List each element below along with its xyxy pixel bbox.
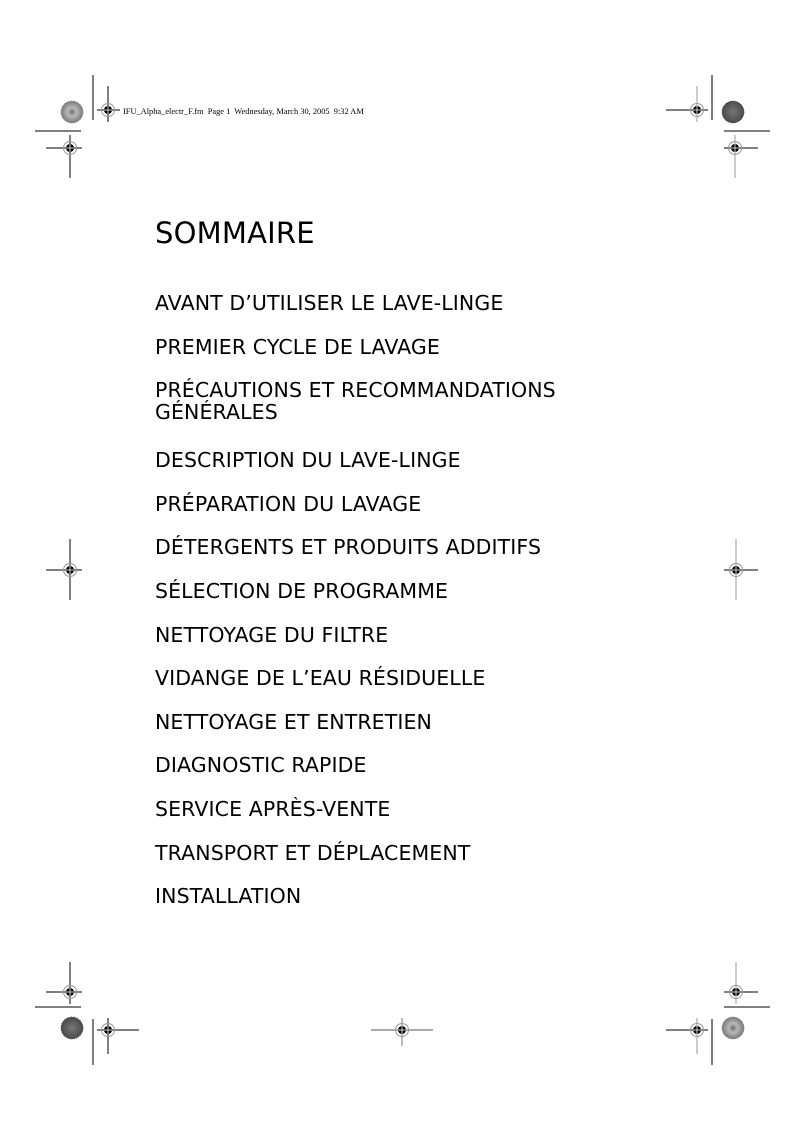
toc-item-preparation: PRÉPARATION DU LAVAGE: [155, 491, 422, 516]
registration-mark-icon: [46, 135, 82, 178]
registration-mark-icon: [371, 1018, 433, 1046]
registration-mark-icon: [666, 1018, 708, 1054]
toc-item-service-apres-vente: SERVICE APRÈS-VENTE: [155, 796, 391, 821]
starburst-top-right-icon: [722, 101, 744, 123]
registration-mark-icon: [724, 135, 758, 178]
registration-mark-icon: [97, 86, 120, 122]
registration-mark-icon: [666, 86, 708, 122]
toc-item-detergents: DÉTERGENTS ET PRODUITS ADDITIFS: [155, 535, 542, 560]
toc-item-diagnostic: DIAGNOSTIC RAPIDE: [155, 753, 367, 778]
starburst-bottom-right-icon: [722, 1017, 744, 1039]
registration-mark-icon: [97, 1018, 139, 1054]
registration-mark-icon: [724, 962, 758, 1004]
toc-item-nettoyage-filtre: NETTOYAGE DU FILTRE: [155, 622, 389, 647]
toc-item-premier-cycle: PREMIER CYCLE DE LAVAGE: [155, 334, 440, 359]
registration-mark-icon: [46, 962, 82, 1004]
toc-item-description: DESCRIPTION DU LAVE-LINGE: [155, 448, 461, 473]
toc-item-installation: INSTALLATION: [155, 884, 302, 909]
page-title: SOMMAIRE: [155, 216, 315, 250]
print-slug-line: IFU_Alpha_electr_F.fm Page 1 Wednesday, March 30, 2005 9:32 AM: [123, 107, 364, 116]
toc-item-avant-utiliser: AVANT D’UTILISER LE LAVE-LINGE: [155, 291, 504, 315]
table-of-contents: [155, 288, 625, 925]
toc-item-transport: TRANSPORT ET DÉPLACEMENT: [155, 840, 471, 865]
starburst-top-left-icon: [61, 101, 83, 123]
registration-mark-icon: [46, 539, 82, 600]
registration-mark-icon: [724, 539, 758, 600]
starburst-bottom-left-icon: [61, 1017, 83, 1039]
toc-item-vidange: VIDANGE DE L’EAU RÉSIDUELLE: [155, 666, 486, 691]
toc-item-precautions: PRÉCAUTIONS ET RECOMMANDATIONS GÉNÉRALES: [155, 378, 556, 425]
toc-item-nettoyage-entretien: NETTOYAGE ET ENTRETIEN: [155, 709, 432, 734]
toc-item-selection-programme: SÉLECTION DE PROGRAMME: [155, 578, 449, 603]
